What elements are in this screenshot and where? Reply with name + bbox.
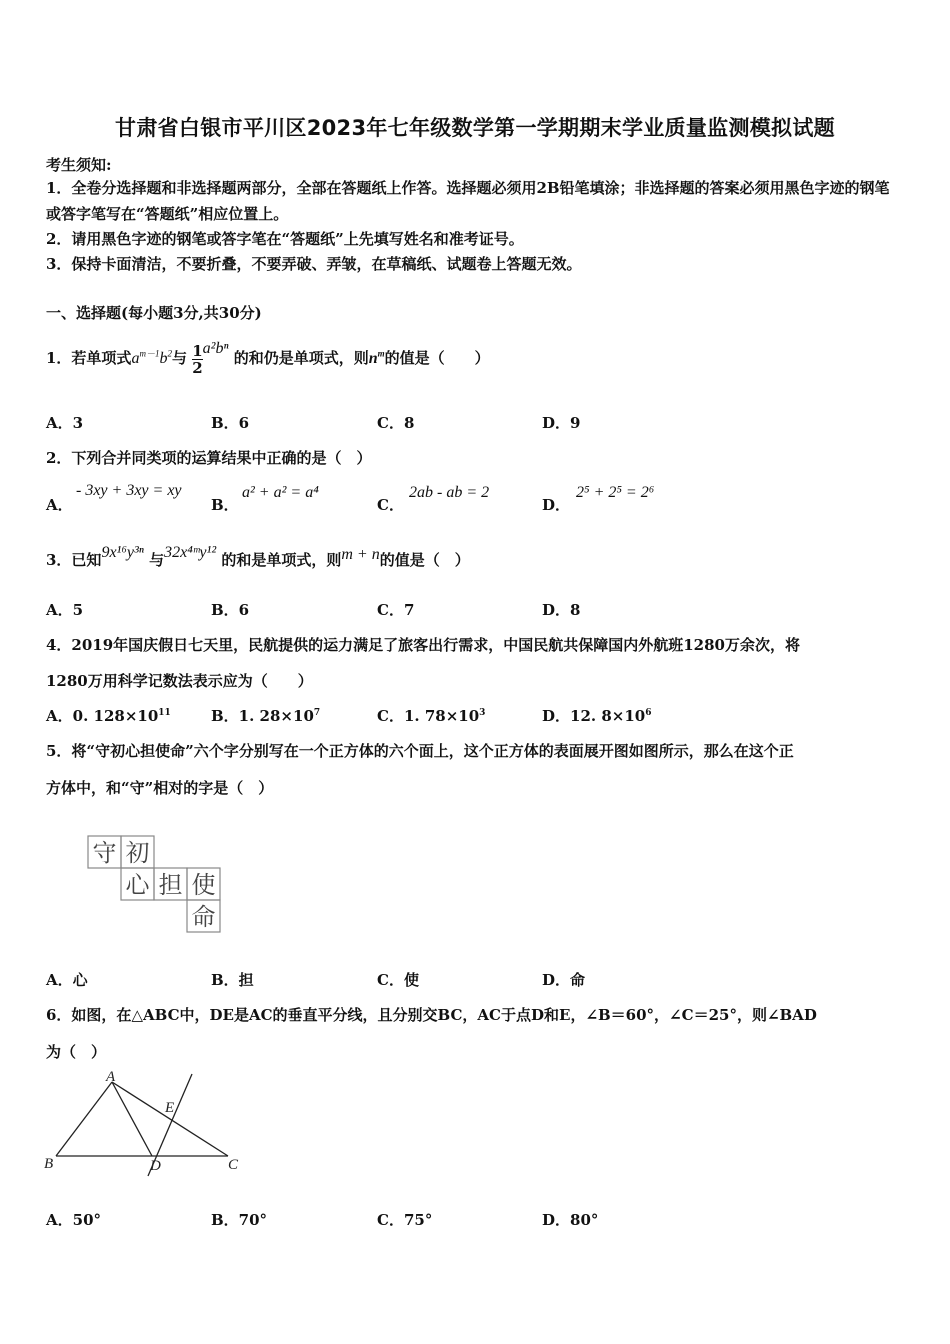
- q2-option-d-label[interactable]: D．: [542, 496, 571, 514]
- cube-net-figure: [86, 834, 226, 936]
- notice-item-2: 2．请用黑色字迹的钢笔或答字笔在“答题纸”上先填写姓名和准考证号。: [46, 230, 524, 248]
- net-char-xin: 心: [125, 871, 150, 899]
- q5-line2: 方体中，和“守”相对的字是（ ）: [46, 779, 274, 797]
- q1-mid: 的和仍是单项式，则: [233, 349, 369, 367]
- q1-option-b[interactable]: B．6: [211, 414, 250, 432]
- q2-option-c-expr: 2ab - ab = 2: [409, 484, 490, 501]
- q5-line1: 5．将“守初心担使命”六个字分别写在一个正方体的六个面上，这个正方体的表面展开图如图所示，那么在这个正: [46, 742, 794, 760]
- net-char-dan: 担: [158, 871, 183, 899]
- q1-mono2: a²bⁿ: [202, 340, 229, 357]
- q3-mid: 的和是单项式，则: [221, 551, 342, 569]
- question-1: [46, 340, 490, 376]
- label-e: E: [165, 1100, 175, 1116]
- q3-option-d[interactable]: D．8: [542, 601, 581, 619]
- triangle-figure: [40, 1066, 250, 1184]
- notice-item-1: 1．全卷分选择题和非选择题两部分，全部在答题纸上作答。选择题必须用2B铅笔填涂；非选择题的答案必须用黑色字迹的钢笔或答字笔写在“答题纸”相应位置上。: [46, 179, 890, 223]
- label-d: D: [150, 1158, 161, 1174]
- q1-option-a[interactable]: A．3: [46, 414, 84, 432]
- q1-with: 与: [171, 349, 187, 367]
- side-ab: [56, 1082, 112, 1156]
- q6-line1: 6．如图，在△ABC中，DE是AC的垂直平分线，且分别交BC，AC于点D和E，∠B＝60°，∠C＝25°，则∠BAD: [46, 1006, 817, 1024]
- q6-option-b[interactable]: B．70°: [211, 1211, 268, 1229]
- q2-option-b-label[interactable]: B．: [211, 496, 239, 514]
- q4-line2: 1280万用科学记数法表示应为（ ）: [46, 672, 313, 690]
- q2-stem: 2．下列合并同类项的运算结果中正确的是（ ）: [46, 449, 372, 467]
- q3-term1: 9x¹⁶y³ⁿ: [101, 544, 144, 561]
- q1-suffix: 的值是（ ）: [384, 349, 490, 367]
- label-a: A: [106, 1069, 116, 1085]
- q3-option-b[interactable]: B．6: [211, 601, 250, 619]
- notice-heading: 考生须知:: [46, 156, 112, 174]
- q2-option-a-label[interactable]: A．: [46, 496, 73, 514]
- q3-option-c[interactable]: C．7: [377, 601, 415, 619]
- q3-term2: 32x⁴ᵐy¹²: [164, 544, 217, 561]
- side-ac: [112, 1082, 228, 1156]
- q2-option-b-expr: a² + a² = a⁴: [242, 484, 319, 501]
- label-b: B: [44, 1156, 54, 1172]
- page-title: 甘肃省白银市平川区2023年七年级数学第一学期期末学业质量监测模拟试题: [115, 116, 835, 140]
- q1-prefix: 1．若单项式: [46, 349, 132, 367]
- notice-item-3: 3．保持卡面清洁，不要折叠，不要弄破、弄皱，在草稿纸、试题卷上答题无效。: [46, 255, 582, 273]
- q3-suffix: 的值是（ ）: [379, 551, 470, 569]
- q5-option-b[interactable]: B．担: [211, 971, 254, 989]
- q4-option-d[interactable]: D．12. $8\times 10^6$: [542, 707, 652, 725]
- q1-var: $n^m$: [368, 348, 385, 367]
- q5-option-d[interactable]: D．命: [542, 971, 586, 989]
- question-3: [46, 544, 470, 570]
- net-char-ming: 命: [191, 903, 216, 931]
- q3-option-a[interactable]: A．5: [46, 601, 84, 619]
- q4-line1: 4．2019年国庆假日七天里，民航提供的运力满足了旅客出行需求，中国民航共保障国内外航班1280万余次，将: [46, 636, 800, 654]
- q4-option-b[interactable]: B．1. $28\times 10^7$: [211, 707, 321, 725]
- q6-option-c[interactable]: C．75°: [377, 1211, 433, 1229]
- q1-mono1: $a^{m-1}b^2$: [131, 348, 172, 367]
- net-char-chu: 初: [125, 839, 150, 867]
- q6-line2: 为（ ）: [46, 1043, 107, 1061]
- net-char-shou: 守: [92, 839, 117, 867]
- q4-option-a[interactable]: A．0. $128\times 10^{11}$: [46, 707, 171, 725]
- q2-option-c-label[interactable]: C．: [377, 496, 404, 514]
- q1-option-c[interactable]: C．8: [377, 414, 415, 432]
- section-heading: 一、选择题(每小题3分,共30分): [46, 304, 262, 322]
- q1-option-d[interactable]: D．9: [542, 414, 581, 432]
- q2-option-a-expr: - 3xy + 3xy = xy: [76, 482, 182, 499]
- q1-fraction: $\frac{1}{2}$: [192, 341, 203, 377]
- q3-expr: m + n: [341, 546, 380, 563]
- q2-option-d-expr: 2⁵ + 2⁵ = 2⁶: [576, 484, 655, 501]
- q3-with: 与: [149, 551, 165, 569]
- q3-prefix: 3．已知: [46, 551, 102, 569]
- q5-option-c[interactable]: C．使: [377, 971, 419, 989]
- q6-option-a[interactable]: A．50°: [46, 1211, 102, 1229]
- label-c: C: [228, 1157, 239, 1173]
- q6-option-d[interactable]: D．80°: [542, 1211, 599, 1229]
- net-char-shi: 使: [191, 871, 216, 899]
- q5-option-a[interactable]: A．心: [46, 971, 88, 989]
- segment-ad: [112, 1082, 152, 1156]
- q4-option-c[interactable]: C．1. $78\times 10^3$: [377, 707, 486, 725]
